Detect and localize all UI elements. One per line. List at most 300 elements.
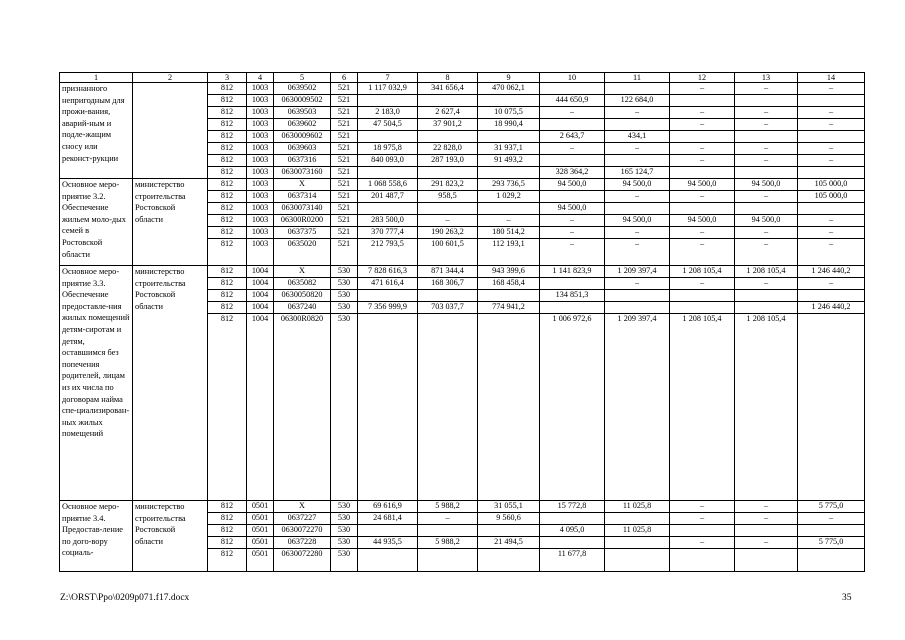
value-cell: 871 344,4 — [418, 266, 478, 278]
code-cell: 1003 — [247, 107, 274, 119]
code-cell: 1004 — [247, 314, 274, 501]
value-cell — [418, 167, 478, 179]
budget-table — [59, 72, 865, 572]
value-cell — [670, 549, 735, 572]
code-cell: 0501 — [247, 513, 274, 525]
value-cell — [418, 549, 478, 572]
executor: министерство строительства Ростовской области — [133, 501, 208, 572]
value-cell: – — [670, 191, 735, 203]
value-cell: – — [670, 227, 735, 239]
value-cell: 165 124,7 — [605, 167, 670, 179]
value-cell: – — [798, 215, 865, 227]
value-cell: 94 500,0 — [540, 179, 605, 191]
code-cell: 812 — [208, 155, 247, 167]
code-cell: 812 — [208, 266, 247, 278]
value-cell: 31 055,1 — [478, 501, 540, 513]
code-cell: 530 — [331, 513, 358, 525]
value-cell: 703 037,7 — [418, 302, 478, 314]
code-cell: 521 — [331, 95, 358, 107]
value-cell: 37 901,2 — [418, 119, 478, 131]
value-cell — [735, 167, 798, 179]
code-cell: 530 — [331, 314, 358, 501]
value-cell — [358, 203, 418, 215]
code-cell: 521 — [331, 143, 358, 155]
value-cell: – — [735, 143, 798, 155]
value-cell — [540, 191, 605, 203]
value-cell: 2 643,7 — [540, 131, 605, 143]
value-cell: – — [670, 143, 735, 155]
value-cell — [418, 525, 478, 537]
value-cell: 91 493,2 — [478, 155, 540, 167]
value-cell — [418, 314, 478, 501]
executor: министерство строительства Ростовской области — [133, 179, 208, 266]
executor: министерство строительства Ростовской области — [133, 266, 208, 501]
value-cell: 943 399,6 — [478, 266, 540, 278]
code-cell: 521 — [331, 239, 358, 266]
value-cell — [418, 131, 478, 143]
code-cell: 0637240 — [274, 302, 331, 314]
value-cell: 134 851,3 — [540, 290, 605, 302]
value-cell — [798, 95, 865, 107]
value-cell: – — [540, 143, 605, 155]
code-cell: 1003 — [247, 215, 274, 227]
value-cell: 444 650,9 — [540, 95, 605, 107]
value-cell: 11 025,8 — [605, 525, 670, 537]
value-cell — [735, 95, 798, 107]
code-cell: 521 — [331, 191, 358, 203]
code-cell: 530 — [331, 290, 358, 302]
value-cell: 94 500,0 — [540, 203, 605, 215]
table-row — [60, 266, 865, 278]
code-cell: 812 — [208, 314, 247, 501]
code-cell: 812 — [208, 179, 247, 191]
value-cell — [540, 278, 605, 290]
value-cell: – — [605, 107, 670, 119]
value-cell — [478, 314, 540, 501]
value-cell: – — [670, 501, 735, 513]
value-cell: 180 514,2 — [478, 227, 540, 239]
value-cell: – — [735, 119, 798, 131]
code-cell: 1004 — [247, 302, 274, 314]
value-cell: 1 208 105,4 — [670, 266, 735, 278]
code-cell: 1003 — [247, 191, 274, 203]
code-cell: 812 — [208, 83, 247, 95]
value-cell: – — [798, 143, 865, 155]
code-cell: 1003 — [247, 143, 274, 155]
code-cell: Х — [274, 501, 331, 513]
value-cell: 774 941,2 — [478, 302, 540, 314]
code-cell: 521 — [331, 155, 358, 167]
value-cell: 168 306,7 — [418, 278, 478, 290]
value-cell: 1 208 105,4 — [670, 314, 735, 501]
value-cell: 1 246 440,2 — [798, 266, 865, 278]
code-cell: 1003 — [247, 239, 274, 266]
code-cell: 0639603 — [274, 143, 331, 155]
value-cell — [670, 131, 735, 143]
value-cell — [735, 549, 798, 572]
value-cell — [670, 167, 735, 179]
value-cell: – — [605, 227, 670, 239]
value-cell: 5 988,2 — [418, 501, 478, 513]
page-number: 35 — [842, 593, 852, 603]
header-cell: 6 — [331, 73, 358, 83]
value-cell — [605, 155, 670, 167]
header-cell: 1 — [60, 73, 133, 83]
value-cell: – — [735, 107, 798, 119]
code-cell: 812 — [208, 107, 247, 119]
value-cell: 94 500,0 — [735, 215, 798, 227]
value-cell: 24 681,4 — [358, 513, 418, 525]
value-cell: 2 627,4 — [418, 107, 478, 119]
value-cell — [735, 302, 798, 314]
value-cell — [798, 167, 865, 179]
value-cell — [798, 290, 865, 302]
code-cell: Х — [274, 266, 331, 278]
value-cell — [418, 203, 478, 215]
value-cell — [478, 95, 540, 107]
value-cell: – — [670, 83, 735, 95]
code-cell: 1003 — [247, 179, 274, 191]
code-cell: 0630072270 — [274, 525, 331, 537]
code-cell: 0501 — [247, 501, 274, 513]
value-cell: 31 937,1 — [478, 143, 540, 155]
value-cell — [670, 95, 735, 107]
value-cell: – — [605, 191, 670, 203]
code-cell: 530 — [331, 537, 358, 549]
value-cell — [670, 203, 735, 215]
value-cell — [540, 119, 605, 131]
code-cell: 521 — [331, 227, 358, 239]
value-cell: 94 500,0 — [605, 179, 670, 191]
code-cell: 0501 — [247, 525, 274, 537]
code-cell: 0501 — [247, 549, 274, 572]
header-cell: 3 — [208, 73, 247, 83]
value-cell — [605, 290, 670, 302]
value-cell — [798, 525, 865, 537]
code-cell: 530 — [331, 278, 358, 290]
value-cell — [358, 131, 418, 143]
code-cell: 812 — [208, 131, 247, 143]
code-cell: 0639503 — [274, 107, 331, 119]
header-cell: 13 — [735, 73, 798, 83]
value-cell: 18 975,8 — [358, 143, 418, 155]
value-cell: 190 263,2 — [418, 227, 478, 239]
value-cell: – — [735, 227, 798, 239]
code-cell: Х — [274, 179, 331, 191]
value-cell: 9 560,6 — [478, 513, 540, 525]
code-cell: 1003 — [247, 167, 274, 179]
value-cell: 283 500,0 — [358, 215, 418, 227]
value-cell — [358, 167, 418, 179]
value-cell — [418, 290, 478, 302]
value-cell: – — [605, 143, 670, 155]
code-cell: 1004 — [247, 266, 274, 278]
header-cell: 2 — [133, 73, 208, 83]
value-cell: – — [418, 513, 478, 525]
value-cell: 287 193,0 — [418, 155, 478, 167]
value-cell: – — [798, 107, 865, 119]
value-cell: – — [735, 513, 798, 525]
value-cell: – — [798, 239, 865, 266]
code-cell: 812 — [208, 191, 247, 203]
value-cell: 94 500,0 — [605, 215, 670, 227]
value-cell: 21 494,5 — [478, 537, 540, 549]
value-cell: 168 458,4 — [478, 278, 540, 290]
value-cell: – — [478, 215, 540, 227]
table-row — [60, 179, 865, 191]
header-cell: 7 — [358, 73, 418, 83]
value-cell: – — [735, 83, 798, 95]
value-cell — [670, 302, 735, 314]
value-cell: 1 208 105,4 — [735, 266, 798, 278]
measure-description: Основное меро-приятие 3.2. Обеспечение жильем моло-дых семей в Ростовской области — [60, 179, 133, 266]
header-row — [60, 73, 865, 83]
code-cell: 0630072280 — [274, 549, 331, 572]
value-cell — [358, 549, 418, 572]
code-cell: 1003 — [247, 119, 274, 131]
code-cell: 1004 — [247, 290, 274, 302]
code-cell: 530 — [331, 302, 358, 314]
value-cell — [358, 290, 418, 302]
value-cell: 100 601,5 — [418, 239, 478, 266]
code-cell: 812 — [208, 143, 247, 155]
value-cell: 1 117 032,9 — [358, 83, 418, 95]
value-cell — [605, 203, 670, 215]
code-cell: 812 — [208, 513, 247, 525]
value-cell: 328 364,2 — [540, 167, 605, 179]
value-cell — [358, 525, 418, 537]
value-cell — [735, 290, 798, 302]
code-cell: 812 — [208, 501, 247, 513]
code-cell: 1003 — [247, 83, 274, 95]
value-cell: 958,5 — [418, 191, 478, 203]
code-cell: 0637316 — [274, 155, 331, 167]
value-cell — [358, 95, 418, 107]
value-cell: – — [605, 278, 670, 290]
header-cell: 9 — [478, 73, 540, 83]
value-cell: – — [798, 83, 865, 95]
value-cell: 5 775,0 — [798, 537, 865, 549]
code-cell: 0630050820 — [274, 290, 331, 302]
code-cell: 812 — [208, 227, 247, 239]
value-cell: 1 209 397,4 — [605, 266, 670, 278]
value-cell: – — [670, 155, 735, 167]
value-cell — [540, 537, 605, 549]
value-cell: 434,1 — [605, 131, 670, 143]
code-cell: 530 — [331, 266, 358, 278]
code-cell: 521 — [331, 215, 358, 227]
value-cell: 1 068 558,6 — [358, 179, 418, 191]
code-cell: 1003 — [247, 203, 274, 215]
code-cell: 521 — [331, 179, 358, 191]
value-cell: – — [670, 119, 735, 131]
code-cell: 812 — [208, 203, 247, 215]
code-cell: 1003 — [247, 227, 274, 239]
measure-description: признанного непригодным для прожи-вания, аварий-ным и подле-жащим сносу или реконст-рукции — [60, 83, 133, 179]
code-cell: 1003 — [247, 155, 274, 167]
code-cell: 1004 — [247, 278, 274, 290]
value-cell: 471 616,4 — [358, 278, 418, 290]
value-cell: 840 093,0 — [358, 155, 418, 167]
value-cell — [670, 525, 735, 537]
value-cell: 47 504,5 — [358, 119, 418, 131]
value-cell — [605, 549, 670, 572]
code-cell: 0630073140 — [274, 203, 331, 215]
value-cell: – — [670, 513, 735, 525]
value-cell: 293 736,5 — [478, 179, 540, 191]
code-cell: 0635082 — [274, 278, 331, 290]
value-cell: – — [798, 119, 865, 131]
code-cell: 0639602 — [274, 119, 331, 131]
value-cell: – — [418, 215, 478, 227]
code-cell: 812 — [208, 537, 247, 549]
value-cell: – — [670, 278, 735, 290]
code-cell: 812 — [208, 302, 247, 314]
code-cell: 0630009602 — [274, 131, 331, 143]
code-cell: 0637375 — [274, 227, 331, 239]
value-cell — [605, 513, 670, 525]
value-cell — [735, 131, 798, 143]
value-cell: 1 209 397,4 — [605, 314, 670, 501]
value-cell: 44 935,5 — [358, 537, 418, 549]
code-cell: 521 — [331, 203, 358, 215]
code-cell: 521 — [331, 107, 358, 119]
code-cell: 0635020 — [274, 239, 331, 266]
value-cell: – — [798, 227, 865, 239]
value-cell: – — [670, 537, 735, 549]
code-cell: 0637227 — [274, 513, 331, 525]
value-cell — [478, 290, 540, 302]
code-cell: 521 — [331, 83, 358, 95]
value-cell: – — [735, 155, 798, 167]
value-cell: 291 823,2 — [418, 179, 478, 191]
code-cell: 812 — [208, 525, 247, 537]
code-cell: 812 — [208, 215, 247, 227]
code-cell: 812 — [208, 239, 247, 266]
value-cell: 11 025,8 — [605, 501, 670, 513]
value-cell: – — [798, 513, 865, 525]
value-cell: 94 500,0 — [670, 215, 735, 227]
value-cell: – — [798, 278, 865, 290]
code-cell: 1003 — [247, 95, 274, 107]
code-cell: 812 — [208, 549, 247, 572]
code-cell: 0637314 — [274, 191, 331, 203]
value-cell — [798, 549, 865, 572]
value-cell: 201 487,7 — [358, 191, 418, 203]
value-cell: – — [670, 239, 735, 266]
measure-description: Основное меро-приятие 3.3. Обеспечение предоставле-ния жилых помещений детям-сиротам и детям, оставшимся без попечения родителей, лицам из их числа по договорам найма спе-циализирован-ных жилых помещений — [60, 266, 133, 501]
value-cell: 112 193,1 — [478, 239, 540, 266]
value-cell: – — [735, 278, 798, 290]
value-cell: 5 775,0 — [798, 501, 865, 513]
header-cell: 8 — [418, 73, 478, 83]
value-cell: – — [735, 501, 798, 513]
value-cell: 15 772,8 — [540, 501, 605, 513]
value-cell: 1 208 105,4 — [735, 314, 798, 501]
value-cell: 122 684,0 — [605, 95, 670, 107]
value-cell: 5 988,2 — [418, 537, 478, 549]
value-cell: – — [670, 107, 735, 119]
value-cell: 94 500,0 — [735, 179, 798, 191]
code-cell: 06300R0200 — [274, 215, 331, 227]
header-cell: 14 — [798, 73, 865, 83]
value-cell: – — [735, 537, 798, 549]
value-cell — [418, 95, 478, 107]
value-cell — [540, 513, 605, 525]
value-cell: 10 075,5 — [478, 107, 540, 119]
code-cell: 0630009502 — [274, 95, 331, 107]
value-cell — [478, 549, 540, 572]
code-cell: 521 — [331, 131, 358, 143]
value-cell: 2 183,0 — [358, 107, 418, 119]
code-cell: 0501 — [247, 537, 274, 549]
value-cell: 1 006 972,6 — [540, 314, 605, 501]
value-cell — [735, 203, 798, 215]
code-cell: 812 — [208, 290, 247, 302]
table-row — [60, 501, 865, 513]
table-row — [60, 83, 865, 95]
value-cell: 7 356 999,9 — [358, 302, 418, 314]
value-cell: 1 246 440,2 — [798, 302, 865, 314]
value-cell: 22 828,0 — [418, 143, 478, 155]
code-cell: 530 — [331, 501, 358, 513]
value-cell: – — [540, 107, 605, 119]
value-cell: 4 095,0 — [540, 525, 605, 537]
executor — [133, 83, 208, 179]
code-cell: 530 — [331, 549, 358, 572]
value-cell: 370 777,4 — [358, 227, 418, 239]
value-cell: 11 677,8 — [540, 549, 605, 572]
value-cell: – — [540, 227, 605, 239]
value-cell — [605, 119, 670, 131]
value-cell: 212 793,5 — [358, 239, 418, 266]
value-cell — [798, 131, 865, 143]
header-cell: 5 — [274, 73, 331, 83]
value-cell — [798, 203, 865, 215]
header-cell: 4 — [247, 73, 274, 83]
value-cell: 69 616,9 — [358, 501, 418, 513]
value-cell — [605, 83, 670, 95]
value-cell — [605, 537, 670, 549]
code-cell: 06300R0820 — [274, 314, 331, 501]
value-cell — [540, 155, 605, 167]
code-cell: 0639502 — [274, 83, 331, 95]
value-cell: – — [540, 215, 605, 227]
code-cell: 812 — [208, 278, 247, 290]
value-cell: – — [605, 239, 670, 266]
code-cell: 521 — [331, 119, 358, 131]
value-cell: – — [540, 239, 605, 266]
code-cell: 812 — [208, 95, 247, 107]
value-cell — [798, 314, 865, 501]
value-cell: 1 029,2 — [478, 191, 540, 203]
value-cell — [478, 167, 540, 179]
value-cell — [540, 83, 605, 95]
value-cell — [540, 302, 605, 314]
code-cell: 0630073160 — [274, 167, 331, 179]
code-cell: 521 — [331, 167, 358, 179]
value-cell — [478, 203, 540, 215]
value-cell: 7 828 616,3 — [358, 266, 418, 278]
value-cell: 341 656,4 — [418, 83, 478, 95]
measure-description: Основное меро-приятие 3.4. Предостав-ление по дого-вору социаль- — [60, 501, 133, 572]
value-cell: 18 990,4 — [478, 119, 540, 131]
file-path: Z:\ORST\Ppo\0209p071.f17.docx — [60, 593, 190, 603]
code-cell: 812 — [208, 167, 247, 179]
value-cell: 105 000,0 — [798, 191, 865, 203]
value-cell — [670, 290, 735, 302]
value-cell: 1 141 823,9 — [540, 266, 605, 278]
